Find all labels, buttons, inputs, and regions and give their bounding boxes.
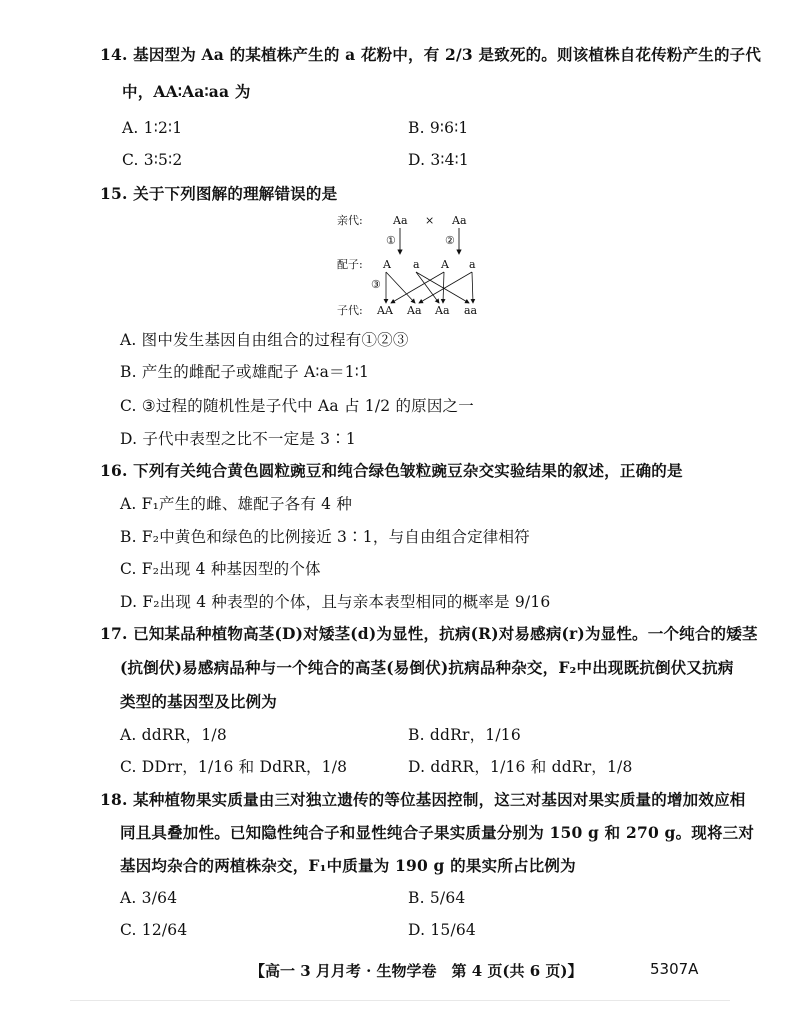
diagram-gamete-1: A (383, 258, 391, 271)
q17-option-c: C. DDrr，1/16 和 DdRR，1/8 (120, 758, 348, 776)
q14-option-b: B. 9∶6∶1 (408, 119, 469, 137)
diagram-step-1: ① (386, 234, 396, 247)
q14-option-d: D. 3∶4∶1 (408, 151, 469, 169)
diagram-offspring-3: Aa (435, 304, 450, 317)
q17-option-a: A. ddRR，1/8 (120, 726, 227, 744)
diagram-offspring-label: 子代: (337, 304, 363, 317)
diagram-parent-1: Aa (393, 214, 408, 227)
paper-code: 5307A (650, 960, 699, 978)
q18-option-b: B. 5/64 (408, 889, 466, 907)
q16-stem: 16. 下列有关纯合黄色圆粒豌豆和纯合绿色皱粒豌豆杂交实验结果的叙述，正确的是 (100, 461, 683, 480)
diagram-gamete-3: A (441, 258, 449, 271)
q16-option-c: C. F₂出现 4 种基因型的个体 (120, 560, 321, 578)
diagram-offspring-2: Aa (407, 304, 422, 317)
q15-option-c: C. ③过程的随机性是子代中 Aa 占 1/2 的原因之一 (120, 397, 474, 415)
q16-option-b: B. F₂中黄色和绿色的比例接近 3∶1，与自由组合定律相符 (120, 528, 530, 546)
diagram-gametes-label: 配子: (337, 258, 363, 271)
q15-option-b: B. 产生的雌配子或雄配子 A∶a＝1∶1 (120, 363, 370, 381)
q14-stem-line-2: 中，AA∶Aa∶aa 为 (122, 82, 251, 101)
q14-option-a: A. 1∶2∶1 (122, 119, 183, 137)
q16-option-d: D. F₂出现 4 种表型的个体，且与亲本表型相同的概率是 9/16 (120, 593, 551, 611)
q17-stem-line-1: 17. 已知某品种植物高茎(D)对矮茎(d)为显性，抗病(R)对易感病(r)为显性。一个纯合的矮茎 (100, 624, 758, 643)
q15-stem: 15. 关于下列图解的理解错误的是 (100, 184, 338, 203)
diagram-step-3: ③ (371, 278, 381, 291)
diagram-gamete-2: a (413, 258, 420, 271)
diagram-gamete-4: a (469, 258, 476, 271)
q18-stem-line-2: 同且具叠加性。已知隐性纯合子和显性纯合子果实质量分别为 150 g 和 270 g。现将三对 (120, 823, 755, 842)
q18-option-a: A. 3/64 (120, 889, 178, 907)
q17-option-b: B. ddRr，1/16 (408, 726, 521, 744)
genetics-cross-diagram (335, 210, 495, 320)
q14-stem-line-1: 14. 基因型为 Aa 的某植株产生的 a 花粉中，有 2/3 是致死的。则该植株自花传粉产生的子代 (100, 45, 762, 64)
q15-option-a: A. 图中发生基因自由组合的过程有①②③ (120, 331, 409, 349)
q18-stem-line-3: 基因均杂合的两植株杂交，F₁中质量为 190 g 的果实所占比例为 (120, 856, 576, 875)
q18-option-d: D. 15/64 (408, 921, 476, 939)
diagram-offspring-4: aa (464, 304, 478, 317)
q14-option-c: C. 3∶5∶2 (122, 151, 183, 169)
diagram-step-2: ② (445, 234, 455, 247)
q17-stem-line-2: (抗倒伏)易感病品种与一个纯合的高茎(易倒伏)抗病品种杂交，F₂中出现既抗倒伏又抗病 (120, 658, 734, 677)
q18-option-c: C. 12/64 (120, 921, 188, 939)
diagram-offspring-1: AA (377, 304, 393, 317)
diagram-cross-symbol: × (425, 214, 435, 227)
q17-stem-line-3: 类型的基因型及比例为 (120, 692, 278, 711)
diagram-parents-label: 亲代: (337, 214, 363, 227)
page-footer: 【高一 3 月月考 · 生物学卷 第 4 页(共 6 页)】 (250, 962, 583, 980)
diagram-parent-2: Aa (452, 214, 467, 227)
q15-option-d: D. 子代中表型之比不一定是 3∶1 (120, 430, 356, 448)
q16-option-a: A. F₁产生的雌、雄配子各有 4 种 (120, 495, 353, 513)
bottom-divider (70, 1000, 730, 1001)
q18-stem-line-1: 18. 某种植物果实质量由三对独立遗传的等位基因控制，这三对基因对果实质量的增加效应相 (100, 790, 746, 809)
q17-option-d: D. ddRR，1/16 和 ddRr，1/8 (408, 758, 633, 776)
